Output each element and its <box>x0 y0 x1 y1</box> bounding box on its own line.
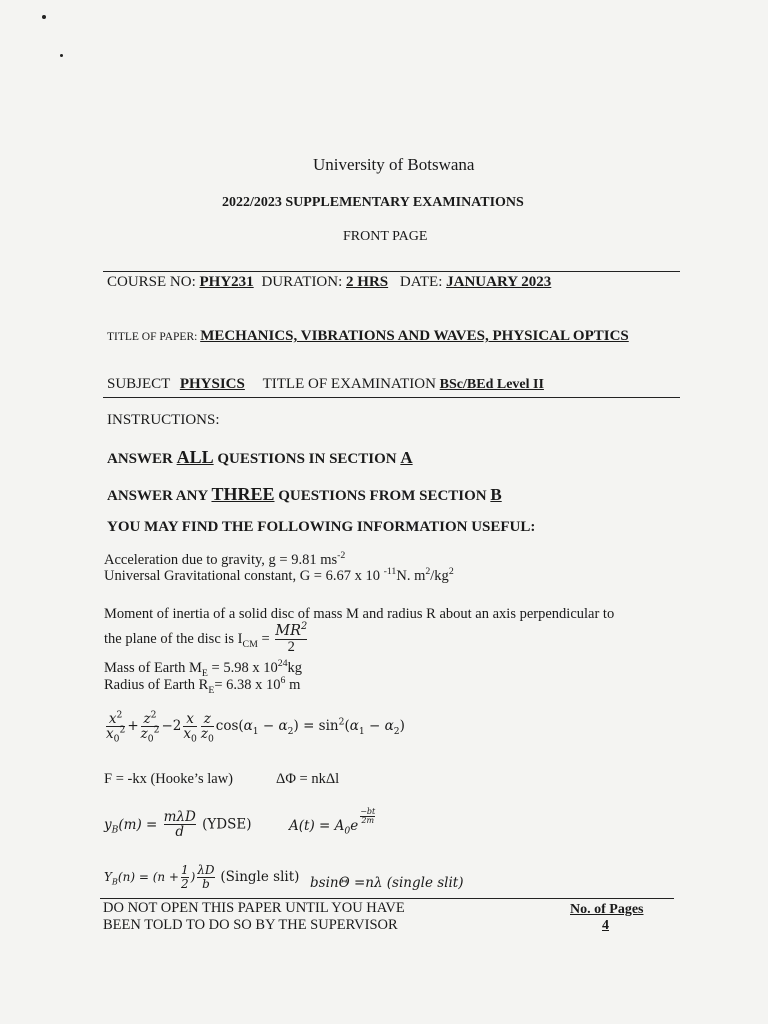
damping-equation: $A(t) = A_0e$ $\frac{-bt}{2m}$ <box>289 807 376 837</box>
mass-of-earth <box>104 660 302 677</box>
paper-title-value: MECHANICS, VIBRATIONS AND WAVES, PHYSICAL OPTICS <box>200 328 629 344</box>
course-line <box>107 274 551 291</box>
ydse-equation: $y_B(m)$ = $\frac{\text{mλD}}{d}$ (YDSE) <box>104 809 252 841</box>
gravity-text: Acceleration due to gravity, g = 9.81 ms <box>104 552 338 568</box>
instruction-text: QUESTIONS FROM SECTION <box>274 488 491 504</box>
hookes-law: F = -kx (Hooke’s law) <box>104 771 233 787</box>
instruction-section-letter: B <box>490 485 502 504</box>
ellipse-equation: $\frac{x^2}{x_0^2}$ + $\frac{z^2}{z_0^2}$ −2 $\frac{x}{x_0}$ $\frac{z}{z_0}$ $\cos(\alpha_1 - \alpha_2) = \sin^2(\alpha_1 - \alpha_2)$ <box>106 709 405 745</box>
mass-earth-value: = 5.98 x 10 <box>207 660 278 676</box>
gconst-unit2-exp: 2 <box>448 566 454 578</box>
university-name: University of Botswana <box>313 155 475 174</box>
subject-line <box>107 376 544 393</box>
phase-difference: ΔΦ = nkΔl <box>276 771 340 787</box>
date-label: DATE: <box>399 274 447 290</box>
inertia-numerator: MR <box>275 623 302 639</box>
date-value: JANUARY 2023 <box>446 274 552 290</box>
radius-earth-text: Radius of Earth R <box>104 677 209 693</box>
footer-warning-2: BEEN TOLD TO DO SO BY THE SUPERVISOR <box>103 917 398 933</box>
radius-earth-value: = 6.38 x 10 <box>214 677 281 693</box>
rule-top <box>103 271 680 272</box>
inertia-fraction <box>275 621 308 656</box>
radius-of-earth <box>104 677 300 694</box>
mass-earth-unit: kg <box>287 660 303 676</box>
radius-earth-exp: 6 <box>280 675 286 687</box>
inertia-line-1: Moment of inertia of a solid disc of mass M and radius R about an axis perpendicular to <box>104 606 615 622</box>
gravitational-constant <box>104 568 454 585</box>
instructions-heading: INSTRUCTIONS: <box>107 412 220 428</box>
instruction-section-letter: A <box>400 448 413 467</box>
inertia-line-2 <box>104 621 309 656</box>
scan-speck <box>42 15 46 19</box>
gconst-exponent: -11 <box>383 566 397 578</box>
pages-count: 4 <box>602 918 609 933</box>
duration-label: DURATION: <box>261 274 347 290</box>
exam-type-value: BSc/BEd Level II <box>439 377 544 392</box>
inertia-subscript: CM <box>242 639 258 651</box>
inertia-num-exp: 2 <box>301 621 308 633</box>
scan-speck <box>60 54 63 57</box>
pages-label: No. of Pages <box>570 902 644 917</box>
instruction-section-b <box>107 484 502 505</box>
exam-type-label: TITLE OF EXAMINATION <box>262 376 436 392</box>
mass-earth-exp: 24 <box>277 658 288 670</box>
radius-earth-sub: E <box>208 684 215 696</box>
subject-label: SUBJECT <box>107 376 171 392</box>
footer-warning-1: DO NOT OPEN THIS PAPER UNTIL YOU HAVE <box>103 900 405 916</box>
subject-value: PHYSICS <box>179 376 245 392</box>
rule-subject <box>103 397 680 398</box>
useful-info-heading: YOU MAY FIND THE FOLLOWING INFORMATION USEFUL: <box>107 519 536 535</box>
single-slit-equation: $Y_B(n) = (n$ + $\frac{1}{2}$ ) $\frac{\lambda D}{b}$ (Single slit) <box>104 863 300 891</box>
paper-title-label: TITLE OF PAPER: <box>107 331 201 343</box>
gravity-constant <box>104 552 345 569</box>
mass-earth-text: Mass of Earth M <box>104 660 202 676</box>
course-number: PHY231 <box>199 274 254 290</box>
front-page-label: FRONT PAGE <box>343 229 428 244</box>
gconst-unit2: /kg <box>430 568 449 584</box>
radius-earth-unit: m <box>285 677 301 693</box>
duration-value: 2 HRS <box>346 274 389 290</box>
inertia-denominator: 2 <box>275 639 307 655</box>
ydse-label: (YDSE) <box>202 816 252 833</box>
gconst-unit: N. m <box>396 568 426 584</box>
instruction-text: ANSWER <box>107 451 177 467</box>
mass-earth-sub: E <box>201 667 208 679</box>
instruction-text: ANSWER ANY <box>107 488 212 504</box>
instruction-text: QUESTIONS IN SECTION <box>213 451 401 467</box>
gconst-text: Universal Gravitational constant, G = 6.67 x 10 <box>104 568 384 584</box>
gconst-unit-exp: 2 <box>425 566 431 578</box>
bsin-equation: bsinΘ =nλ (single slit) <box>310 875 464 891</box>
course-label: COURSE NO: <box>107 274 200 290</box>
exam-title: 2022/2023 SUPPLEMENTARY EXAMINATIONS <box>222 195 524 210</box>
rule-footer <box>100 898 674 899</box>
inertia-equals: = <box>257 631 270 648</box>
instruction-section-a <box>107 447 413 468</box>
gravity-exponent: -2 <box>337 550 346 562</box>
instruction-emphasis: ALL <box>176 447 214 467</box>
inertia-text: the plane of the disc is I <box>104 631 243 648</box>
instruction-emphasis: THREE <box>211 484 275 504</box>
single-slit-label: (Single slit) <box>220 869 300 886</box>
paper-title-line <box>107 327 629 345</box>
